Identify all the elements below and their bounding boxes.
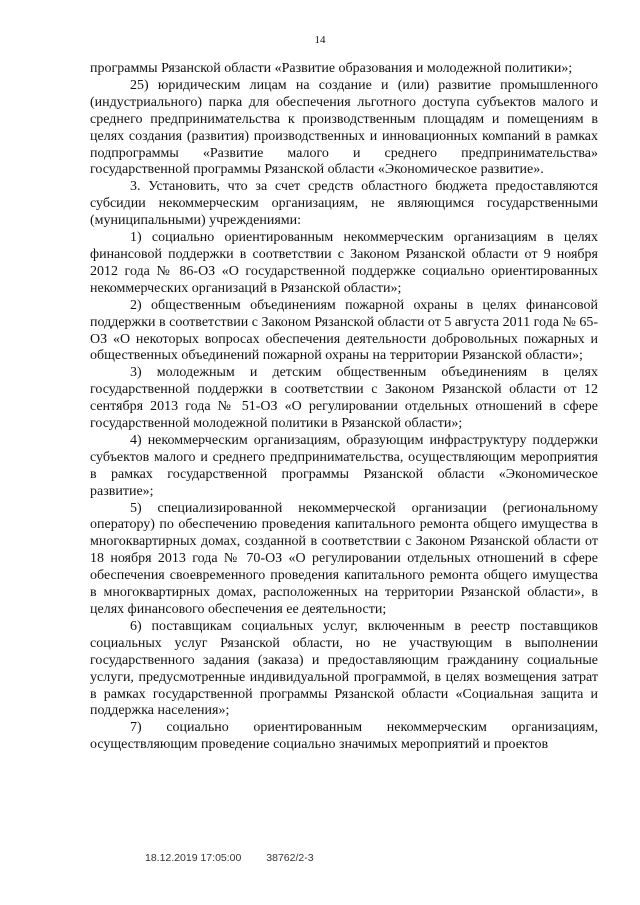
paragraph-continuation: программы Рязанской области «Развитие образования и молодежной политики»; xyxy=(90,61,573,76)
paragraph-item-6: 6) поставщикам социальных услуг, включенным в реестр поставщиков социальных услуг Рязанской области, но не участвующим в выполнении государственного задания (заказа) и предоставляющим гражданину социальные услуги, предусмотренные индивидуальной программой, в целях возмещения затрат в рамках государственной программы Рязанской области «Социальная защита и поддержка населения»; xyxy=(90,618,598,719)
paragraph-item-5: 5) специализированной некоммерческой организации (региональному оператору) по обеспечению проведения капитального ремонта общего имущества в многоквартирных домах, созданной в соответствии с Законом Рязанской области от 18 ноября 2013 года № 70-ОЗ «О регулировании отдельных отношений в сфере обеспечения своевременного проведения капитального ремонта общего имущества в многоквартирных домах, расположенных на территории Рязанской области», в целях финансового обеспечения ее деятельности; xyxy=(90,500,598,617)
paragraph-item-7: 7) социально ориентированным некоммерческим организациям, осуществляющим проведение социально значимых мероприятий и проектов xyxy=(90,720,598,753)
paragraph-clause-3: 3. Установить, что за счет средств областного бюджета предоставляются субсидии некоммерческим организациям, не являющимся государственными (муниципальными) учреждениями: xyxy=(90,179,598,229)
paragraph-item-25: 25) юридическим лицам на создание и (или) развитие промышленного (индустриального) парка для обеспечения льготного доступа субъектов малого и среднего предпринимательства к производственным площадям и помещениям в целях создания (развития) производственных и инновационных компаний в рамках подпрограммы «Развитие малого и среднего предпринимательства» государственной программы Рязанской области «Экономическое развитие». xyxy=(90,77,598,178)
paragraph-item-2: 2) общественным объединениям пожарной охраны в целях финансовой поддержки в соответствии с Законом Рязанской области от 5 августа 2011 года № 65-ОЗ «О некоторых вопросах обеспечения деятельности добровольных пожарных и общественных объединений пожарной охраны на территории Рязанской области»; xyxy=(90,297,598,364)
document-body xyxy=(90,61,598,754)
page-number: 14 xyxy=(314,34,326,46)
paragraph-item-4: 4) некоммерческим организациям, образующим инфраструктуру поддержки субъектов малого и среднего предпринимательства, осуществляющим мероприятия в рамках государственной программы Рязанской области «Экономическое развитие»; xyxy=(90,432,598,499)
paragraph-item-3: 3) молодежным и детским общественным объединениям в целях государственной поддержки в соответствии с Законом Рязанской области от 12 сентября 2013 года № 51-ОЗ «О регулировании отдельных отношений в сфере государственной молодежной политики в Рязанской области»; xyxy=(90,365,598,432)
footer xyxy=(145,852,314,864)
footer-doc-id: 38762/2-3 xyxy=(266,852,314,864)
footer-datetime: 18.12.2019 17:05:00 xyxy=(145,852,242,864)
paragraph-item-1: 1) социально ориентированным некоммерческим организациям в целях финансовой поддержки в соответствии с Законом Рязанской области от 9 ноября 2012 года № 86-ОЗ «О государственной поддержке социально ориентированных некоммерческих организаций в Рязанской области»; xyxy=(90,230,598,296)
